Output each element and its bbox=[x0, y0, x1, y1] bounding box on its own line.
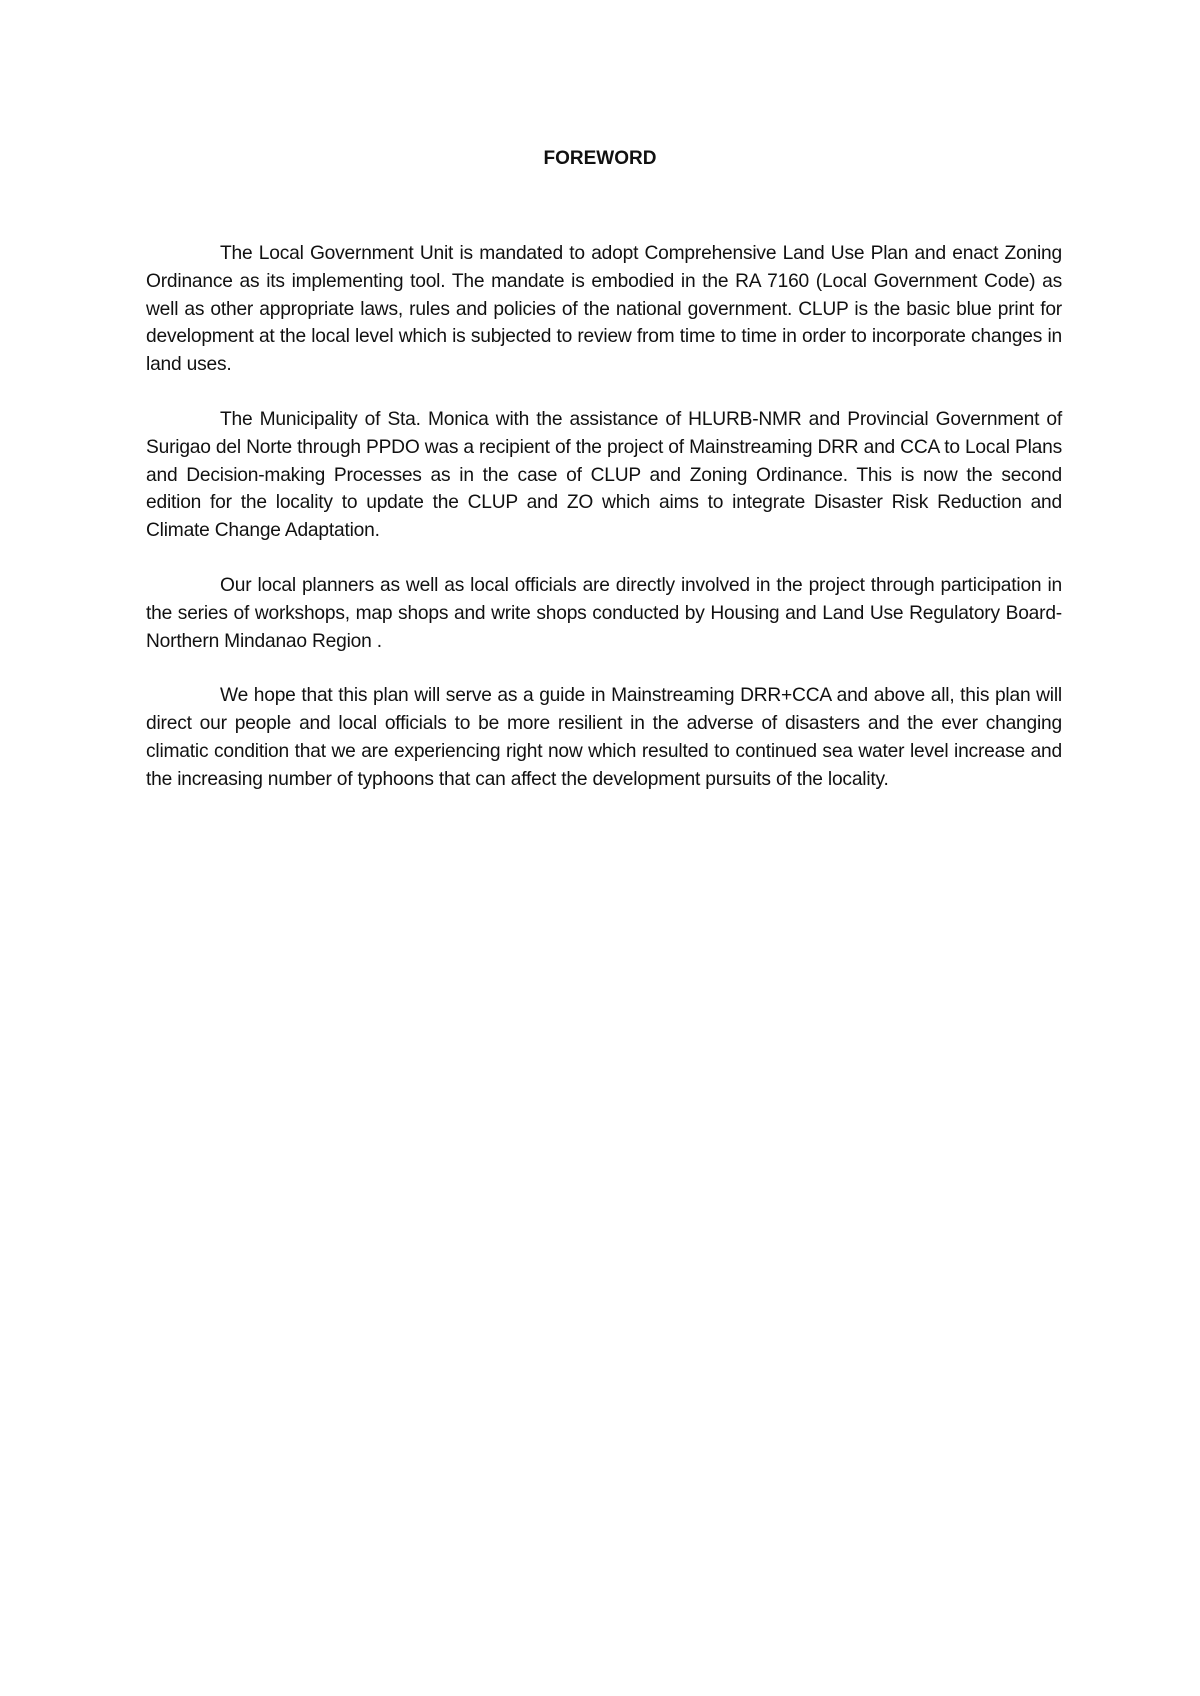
paragraph-mandate: The Local Government Unit is mandated to adopt Comprehensive Land Use Plan and enact Zoning Ordinance as its implementing tool. The mandate is embodied in the RA 7160 (Local Government Code) as well as other appropriate laws, rules and policies of the national government. CLUP is the basic blue print for development at the local level which is subjected to review from time to time in order to incorporate changes in land uses. bbox=[146, 243, 1062, 376]
page-title: FOREWORD bbox=[543, 148, 657, 169]
foreword-body bbox=[146, 240, 1062, 821]
paragraph-hope: We hope that this plan will serve as a guide in Mainstreaming DRR+CCA and above all, this plan will direct our people and local officials to be more resilient in the adverse of disasters and the ever changing climatic condition that we are experiencing right now which resulted to continued sea water level increase and the increasing number of typhoons that can affect the development pursuits of the locality. bbox=[146, 685, 1062, 790]
paragraph-municipality: The Municipality of Sta. Monica with the assistance of HLURB-NMR and Provincial Government of Surigao del Norte through PPDO was a recipient of the project of Mainstreaming DRR and CCA to Local Plans and Decision-making Processes as in the case of CLUP and Zoning Ordinance. This is now the second edition for the locality to update the CLUP and ZO which aims to integrate Disaster Risk Reduction and Climate Change Adaptation. bbox=[146, 408, 1062, 542]
paragraph-planners: Our local planners as well as local officials are directly involved in the project through participation in the series of workshops, map shops and write shops conducted by Housing and Land Use Regulatory Board-Northern Mindanao Region . bbox=[146, 574, 1062, 652]
